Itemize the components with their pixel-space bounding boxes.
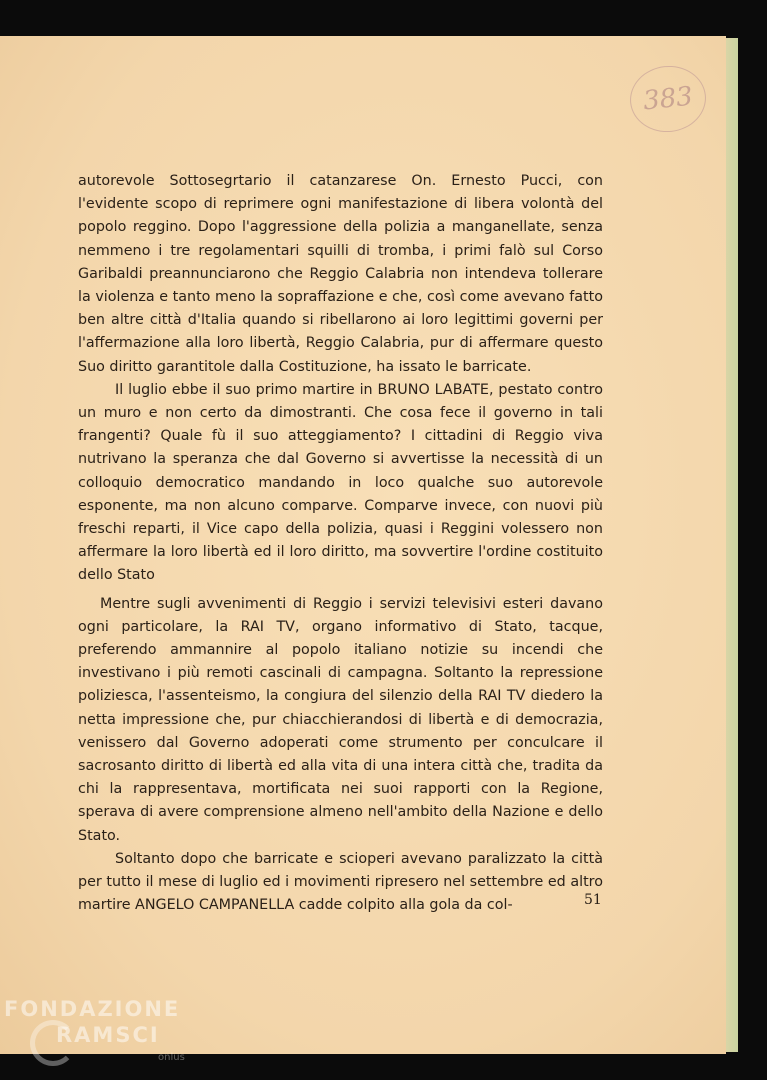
watermark <box>4 996 180 1048</box>
page-number: 51 <box>584 892 602 908</box>
paragraph-3: Mentre sugli avvenimenti di Reggio i servizi televisivi esteri davano ogni particolare, la RAI TV, organo informativo di Stato, tacque, preferendo ammannire al popolo italiano notizie su incendi che investivano i più remoti cascinali di campagna. Soltanto la repressione poliziesca, l'assenteismo, la congiura del silenzio della RAI TV diedero la netta impressione che, pur chiacchierandosi di libertà e di democrazia, venissero dal Governo adoperati come strumento per conculcare il sacrosanto diritto di libertà ed alla vita di una intera città che, tradita da chi la rappresentava, mortificata nei suoi rapporti con la Regione, sperava di avere comprensione almeno nell'ambito della Nazione e dello Stato. <box>78 595 603 844</box>
watermark-subtitle: onlus <box>158 1052 185 1063</box>
paragraph-1: autorevole Sottosegrtario il catanzarese On. Ernesto Pucci, con l'evidente scopo di reprimere ogni manifestazione di libera volontà del popolo reggino. Dopo l'aggressione della polizia a manganellate, senza nemmeno i tre regolamentari squilli di tromba, i primi falò sul Corso Garibaldi preannunciarono che Reggio Calabria non intendeva tollerare la violenza e tanto meno la sopraffazione e che, così come avevano fatto ben altre città d'Italia quando si ribellarono ai loro legittimi governi per l'affermazione alla loro libertà, Reggio Calabria, pur di affermare questo Suo diritto garantitole dalla Costituzione, ha issato le barricate. <box>78 173 603 375</box>
page-edge <box>726 38 738 1052</box>
body-text <box>78 170 603 918</box>
watermark-line-2: RAMSCI <box>56 1023 160 1047</box>
catalog-number-stamp: 383 <box>627 62 709 136</box>
paragraph-4: Soltanto dopo che barricate e scioperi avevano paralizzato la città per tutto il mese di luglio ed i movimenti ripresero nel settembre ed altro martire ANGELO CAMPANELLA cadde colpito alla gola da col- <box>78 850 603 914</box>
paragraph-2: Il luglio ebbe il suo primo martire in BRUNO LABATE, pestato contro un muro e non certo da dimostranti. Che cosa fece il governo in tali frangenti? Quale fù il suo atteggiamento? I cittadini di Reggio viva nutrivano la speranza che dal Governo si avvertisse la necessità di un colloquio democratico mandando in loco qualche suo autorevole esponente, ma non alcuno comparve. Comparve invece, con nuovi più freschi reparti, il Vice capo della polizia, quasi i Reggini volessero non affermare la loro libertà ed il loro diritto, ma sovvertire l'ordine costituito dello Stato <box>78 381 603 584</box>
watermark-line-1: FONDAZIONE <box>4 997 181 1021</box>
